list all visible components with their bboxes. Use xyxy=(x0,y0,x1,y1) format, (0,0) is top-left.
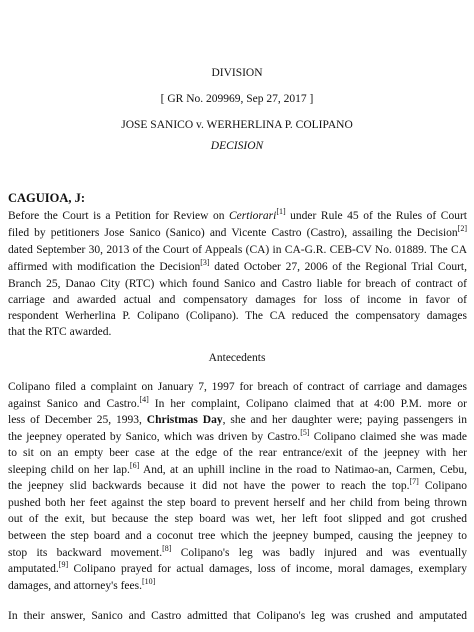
text-line: less of December 25, 1993, Christmas Day, she and her daughter were; paying passengers in xyxy=(8,414,468,426)
text-line: between the step board and a coconut tree which the jeepney bumped, causing the jeepney to xyxy=(8,530,467,542)
footnote-ref[interactable]: [2] xyxy=(457,224,467,233)
footnote-ref[interactable]: [1] xyxy=(276,207,286,216)
ponente: CAGUIOA, J: xyxy=(8,191,86,205)
footnote-ref[interactable]: [6] xyxy=(129,461,140,470)
text-line: stop its backward movement.[8] Colipano's leg was badly injured and was eventually xyxy=(8,544,468,559)
text-line: pushed both her feet against the step board to prevent herself and her child from being thrown xyxy=(8,497,467,509)
footnote-ref[interactable]: [8] xyxy=(162,544,172,553)
text-line: damages, and attorney's fees.[10] xyxy=(8,577,156,592)
text-line: sleeping child on her lap.[6] And, at an uphill incline in the road to Natimao-an, Carmen, Cebu, xyxy=(8,461,467,476)
text-line: out of the exit, but because the step board was wet, her left foot slipped and got crushed xyxy=(8,513,467,525)
text-line: against Sanico and Castro.[4] In her complaint, Colipano claimed that at 4:00 P.M. more or xyxy=(8,395,467,410)
footnote-ref[interactable]: [5] xyxy=(300,428,310,437)
text-line: In their answer, Sanico and Castro admitted that Colipano's leg was crushed and amputated xyxy=(8,610,467,622)
text-line: to sit on an empty beer case at the edge of the rear entrance/exit of the jeepney with her xyxy=(8,447,467,459)
text-line: that the RTC awarded. xyxy=(8,326,112,338)
text-line: amputated.[9] Colipano prayed for actual damages, loss of income, moral damages, exemplary xyxy=(8,560,467,575)
case-citation: [ GR No. 209969, Sep 27, 2017 ] xyxy=(160,93,314,105)
text-line: respondent Werherlina P. Colipano (Colipano). The CA reduced the compensatory damages xyxy=(8,310,467,322)
footnote-ref[interactable]: [4] xyxy=(139,395,149,404)
text-line: filed by petitioners Jose Sanico (Sanico) and Vicente Castro (Castro), assailing the Decision[2] xyxy=(8,224,467,239)
footnote-ref[interactable]: [9] xyxy=(58,560,69,569)
text-line: Before the Court is a Petition for Review on Certiorari[1] under Rule 45 of the Rules of Court xyxy=(8,207,467,222)
division-heading: DIVISION xyxy=(211,67,263,79)
decision-label: DECISION xyxy=(210,140,264,152)
footnote-ref[interactable]: [3] xyxy=(200,258,210,267)
text-line: Branch 25, Danao City (RTC) which found Sanico and Castro liable for breach of contract of xyxy=(8,278,467,290)
footnote-ref[interactable]: [10] xyxy=(141,577,156,586)
text-line: the jeepney operated by Sanico, which was driven by Castro.[5] Colipano claimed she was made xyxy=(8,428,467,443)
text-line: affirmed with modification the Decision[3] dated October 27, 2006 of the Regional Trial Court, xyxy=(8,258,467,273)
text-line: carriage and awarded actual and compensatory damages for loss of income in favor of xyxy=(8,294,467,306)
case-title: JOSE SANICO v. WERHERLINA P. COLIPANO xyxy=(121,119,353,131)
section-heading: Antecedents xyxy=(208,352,266,364)
text-line: dated September 30, 2013 of the Court of Appeals (CA) in CA-G.R. CEB-CV No. 01889. The CA xyxy=(8,244,467,256)
text-line: the jeepney slid backwards because it did not have the power to reach the top.[7] Colipano xyxy=(8,477,467,492)
text-line: Colipano filed a complaint on January 7, 1997 for breach of contract of carriage and damages xyxy=(8,381,467,393)
footnote-ref[interactable]: [7] xyxy=(409,477,419,486)
